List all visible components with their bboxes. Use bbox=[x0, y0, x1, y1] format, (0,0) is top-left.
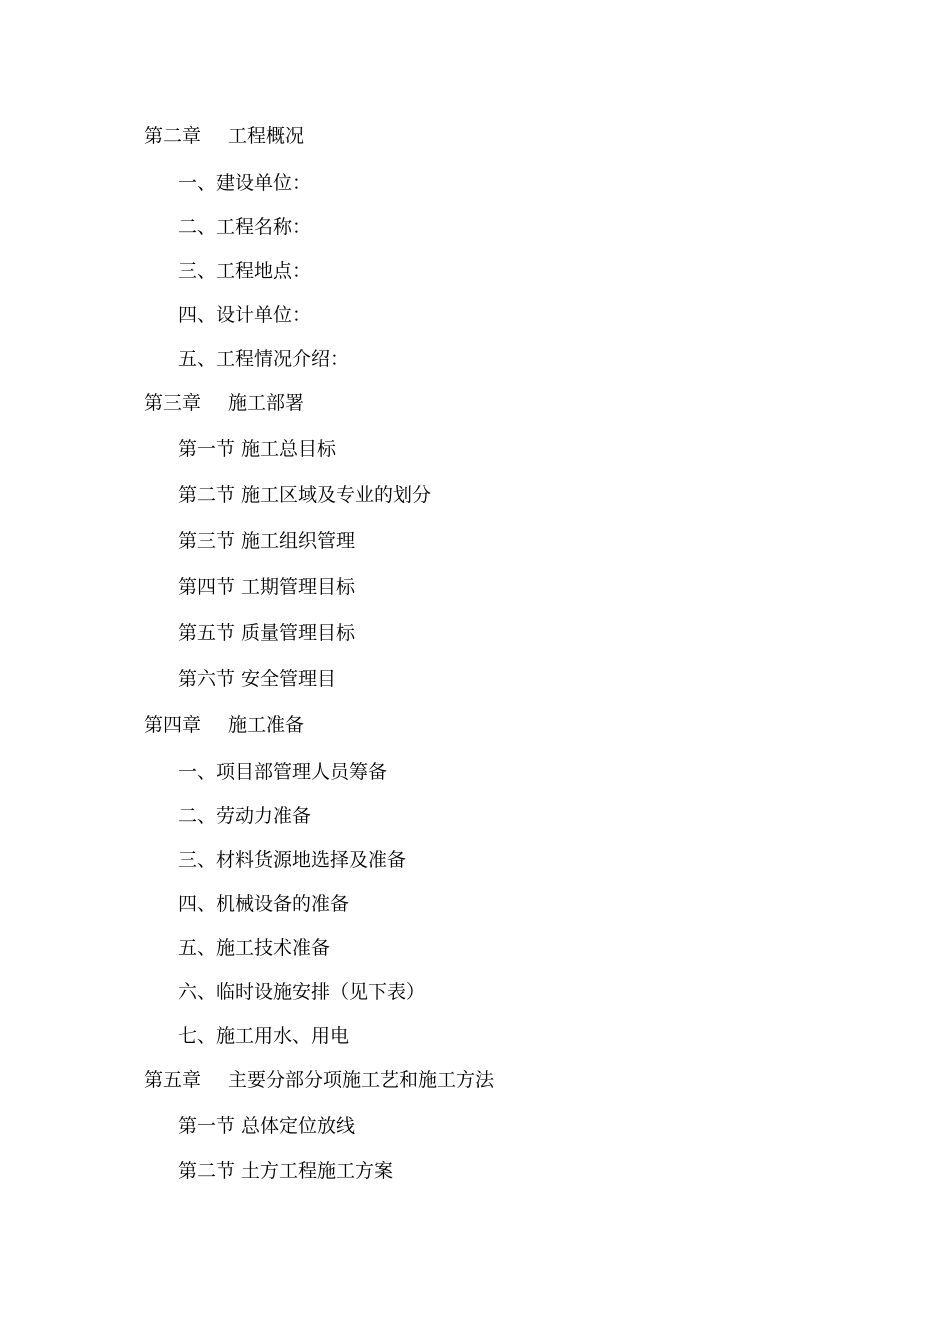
toc-item: 第二节 施工区域及专业的划分 bbox=[178, 484, 432, 506]
toc-item: 三、工程地点： bbox=[178, 260, 312, 282]
toc-item: 六、临时设施安排（见下表） bbox=[178, 981, 426, 1003]
chapter-heading bbox=[144, 124, 304, 148]
toc-item: 第五节 质量管理目标 bbox=[178, 622, 356, 644]
chapter-title: 主要分部分项施工艺和施工方法 bbox=[228, 1069, 495, 1091]
chapter-number: 第四章 bbox=[144, 714, 202, 736]
chapter-number: 第三章 bbox=[144, 392, 202, 414]
toc-item: 第一节 施工总目标 bbox=[178, 438, 337, 460]
toc-item: 三、材料货源地选择及准备 bbox=[178, 849, 407, 871]
toc-item: 第二节 土方工程施工方案 bbox=[178, 1160, 394, 1182]
toc-item: 五、工程情况介绍： bbox=[178, 348, 350, 370]
toc-item: 四、设计单位： bbox=[178, 304, 312, 326]
toc-item: 第一节 总体定位放线 bbox=[178, 1115, 356, 1137]
chapter-heading bbox=[144, 391, 304, 415]
chapter-number: 第二章 bbox=[144, 125, 202, 147]
chapter-title: 施工准备 bbox=[228, 714, 305, 736]
toc-item: 一、建设单位： bbox=[178, 172, 312, 194]
toc-item: 第六节 安全管理目 bbox=[178, 668, 337, 690]
toc-item: 第三节 施工组织管理 bbox=[178, 530, 356, 552]
toc-item: 五、施工技术准备 bbox=[178, 937, 331, 959]
toc-item: 二、劳动力准备 bbox=[178, 805, 312, 827]
toc-item: 四、机械设备的准备 bbox=[178, 893, 350, 915]
toc-item: 七、施工用水、用电 bbox=[178, 1025, 350, 1047]
chapter-title: 施工部署 bbox=[228, 392, 305, 414]
toc-item: 二、工程名称： bbox=[178, 216, 312, 238]
chapter-number: 第五章 bbox=[144, 1069, 202, 1091]
chapter-heading bbox=[144, 1068, 494, 1092]
chapter-title: 工程概况 bbox=[228, 125, 305, 147]
toc-item: 一、项目部管理人员筹备 bbox=[178, 761, 388, 783]
toc-item: 第四节 工期管理目标 bbox=[178, 576, 356, 598]
chapter-heading bbox=[144, 713, 304, 737]
